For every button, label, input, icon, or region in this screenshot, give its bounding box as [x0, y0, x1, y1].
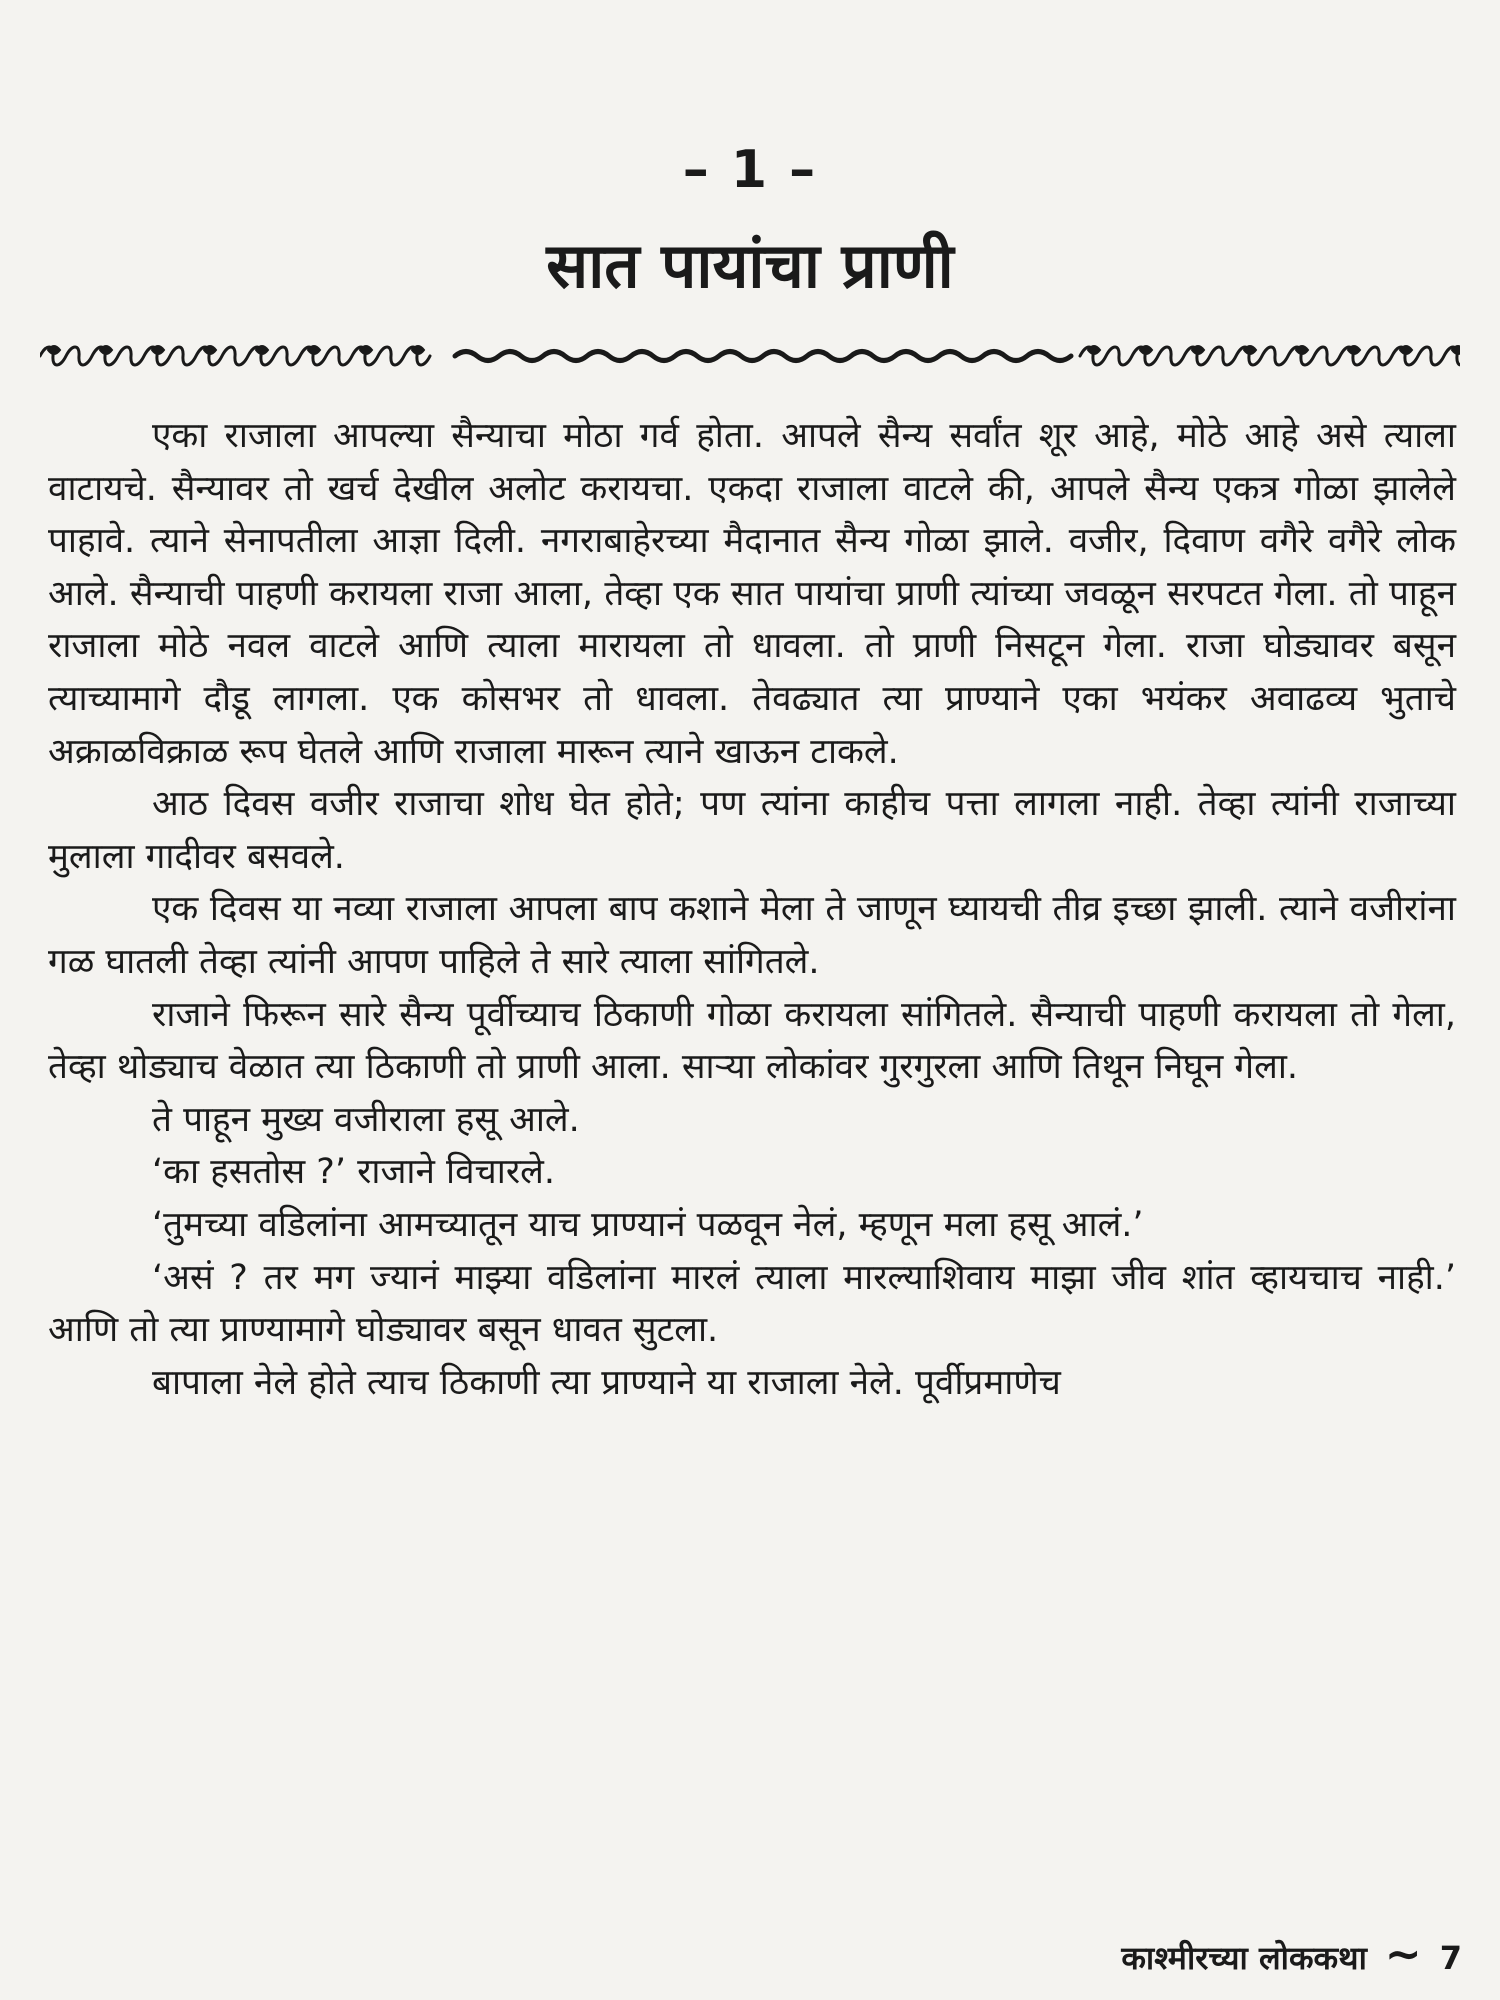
left-curl-icon	[256, 346, 268, 354]
running-book-title: काश्मीरच्या लोककथा	[1121, 1939, 1367, 1977]
left-curl-icon	[412, 346, 424, 354]
right-curl-icon	[1400, 346, 1412, 354]
paragraph-1: एका राजाला आपल्या सैन्याचा मोठा गर्व होता. आपले सैन्य सर्वांत शूर आहे, मोठे आहे असे त्याला वाटायचे. सैन्यावर तो खर्च देखील अलोट करायचा. एकदा राजाला वाटले की, आपले सैन्य एकत्र गोळा झालेले पाहावे. त्याने सेनापतीला आज्ञा दिली. नगराबाहेरच्या मैदानात सैन्य गोळा झाले. वजीर, दिवाण वगैरे वगैरे लोक आले. सैन्याची पाहणी करायला राजा आला, तेव्हा एक सात पायांचा प्राणी त्यांच्या जवळून सरपटत गेला. तो पाहून राजाला मोठे नवल वाटले आणि त्याला मारायला तो धावला. तो प्राणी निसटून गेला. राजा घोड्यावर बसून त्याच्यामागे दौडू लागला. एक कोसभर तो धावला. तेवढ्यात त्या प्राण्याने एका भयंकर अवाढव्य भुताचे अक्राळविक्राळ रूप घेतले आणि राजाला मारून त्याने खाऊन टाकले.	[48, 416, 1456, 772]
tilde-swash-icon: ∼	[1384, 1928, 1422, 1980]
right-curl-icon	[1192, 346, 1204, 354]
page-number: 7	[1439, 1938, 1462, 1977]
title-ornament-divider	[40, 336, 1460, 376]
paragraph-9: बापाला नेले होते त्याच ठिकाणी त्या प्राण्याने या राजाला नेले. पूर्वीप्रमाणेच	[152, 1362, 1061, 1403]
left-curl-icon	[204, 346, 216, 354]
paragraph-8: ‘असं ? तर मग ज्यानं माझ्या वडिलांना मारलं त्याला मारल्याशिवाय माझा जीव शांत व्हायचाच नाही.’ आणि तो त्या प्राण्यामागे घोड्यावर बसून धावत सुटला.	[48, 1257, 1456, 1351]
right-curl-icon	[1452, 346, 1460, 354]
paragraph-7: ‘तुमच्या वडिलांना आमच्यातून याच प्राण्यानं पळवून नेलं, म्हणून मला हसू आलं.’	[152, 1204, 1144, 1245]
paragraph-3: एक दिवस या नव्या राजाला आपला बाप कशाने मेला ते जाणून घ्यायची तीव्र इच्छा झाली. त्याने वजीरांना गळ घातली तेव्हा त्यांनी आपण पाहिले ते सारे त्याला सांगितले.	[48, 889, 1456, 982]
right-curl-icon	[1088, 346, 1100, 354]
left-curl-icon	[48, 346, 60, 354]
paragraph-6: ‘का हसतोस ?’ राजाने विचारले.	[152, 1152, 556, 1193]
right-curl-icon	[1348, 346, 1360, 354]
chapter-title: सात पायांचा प्राणी	[546, 229, 954, 302]
paragraph-2: आठ दिवस वजीर राजाचा शोध घेत होते; पण त्यांना काहीच पत्ता लागला नाही. तेव्हा त्यांनी राजाच्या मुलाला गादीवर बसवले.	[48, 784, 1456, 877]
center-wave-icon	[455, 352, 1071, 361]
right-curl-icon	[1296, 346, 1308, 354]
paragraph-4: राजाने फिरून सारे सैन्य पूर्वीच्याच ठिकाणी गोळा करायला सांगितले. सैन्याची पाहणी करायला तो गेला, तेव्हा थोड्याच वेळात त्या ठिकाणी तो प्राणी आला. साऱ्या लोकांवर गुरगुरला आणि तिथून निघून गेला.	[48, 994, 1456, 1088]
paragraph-5: ते पाहून मुख्य वजीराला हसू आले.	[152, 1099, 580, 1140]
right-curl-icon	[1244, 346, 1256, 354]
page-footer	[1121, 1928, 1462, 1980]
right-curl-icon	[1140, 346, 1152, 354]
left-curl-icon	[308, 346, 320, 354]
left-curl-icon	[360, 346, 372, 354]
left-curl-icon	[100, 346, 112, 354]
chapter-number: – 1 –	[682, 140, 818, 200]
left-curl-icon	[152, 346, 164, 354]
story-body	[48, 410, 1456, 1409]
